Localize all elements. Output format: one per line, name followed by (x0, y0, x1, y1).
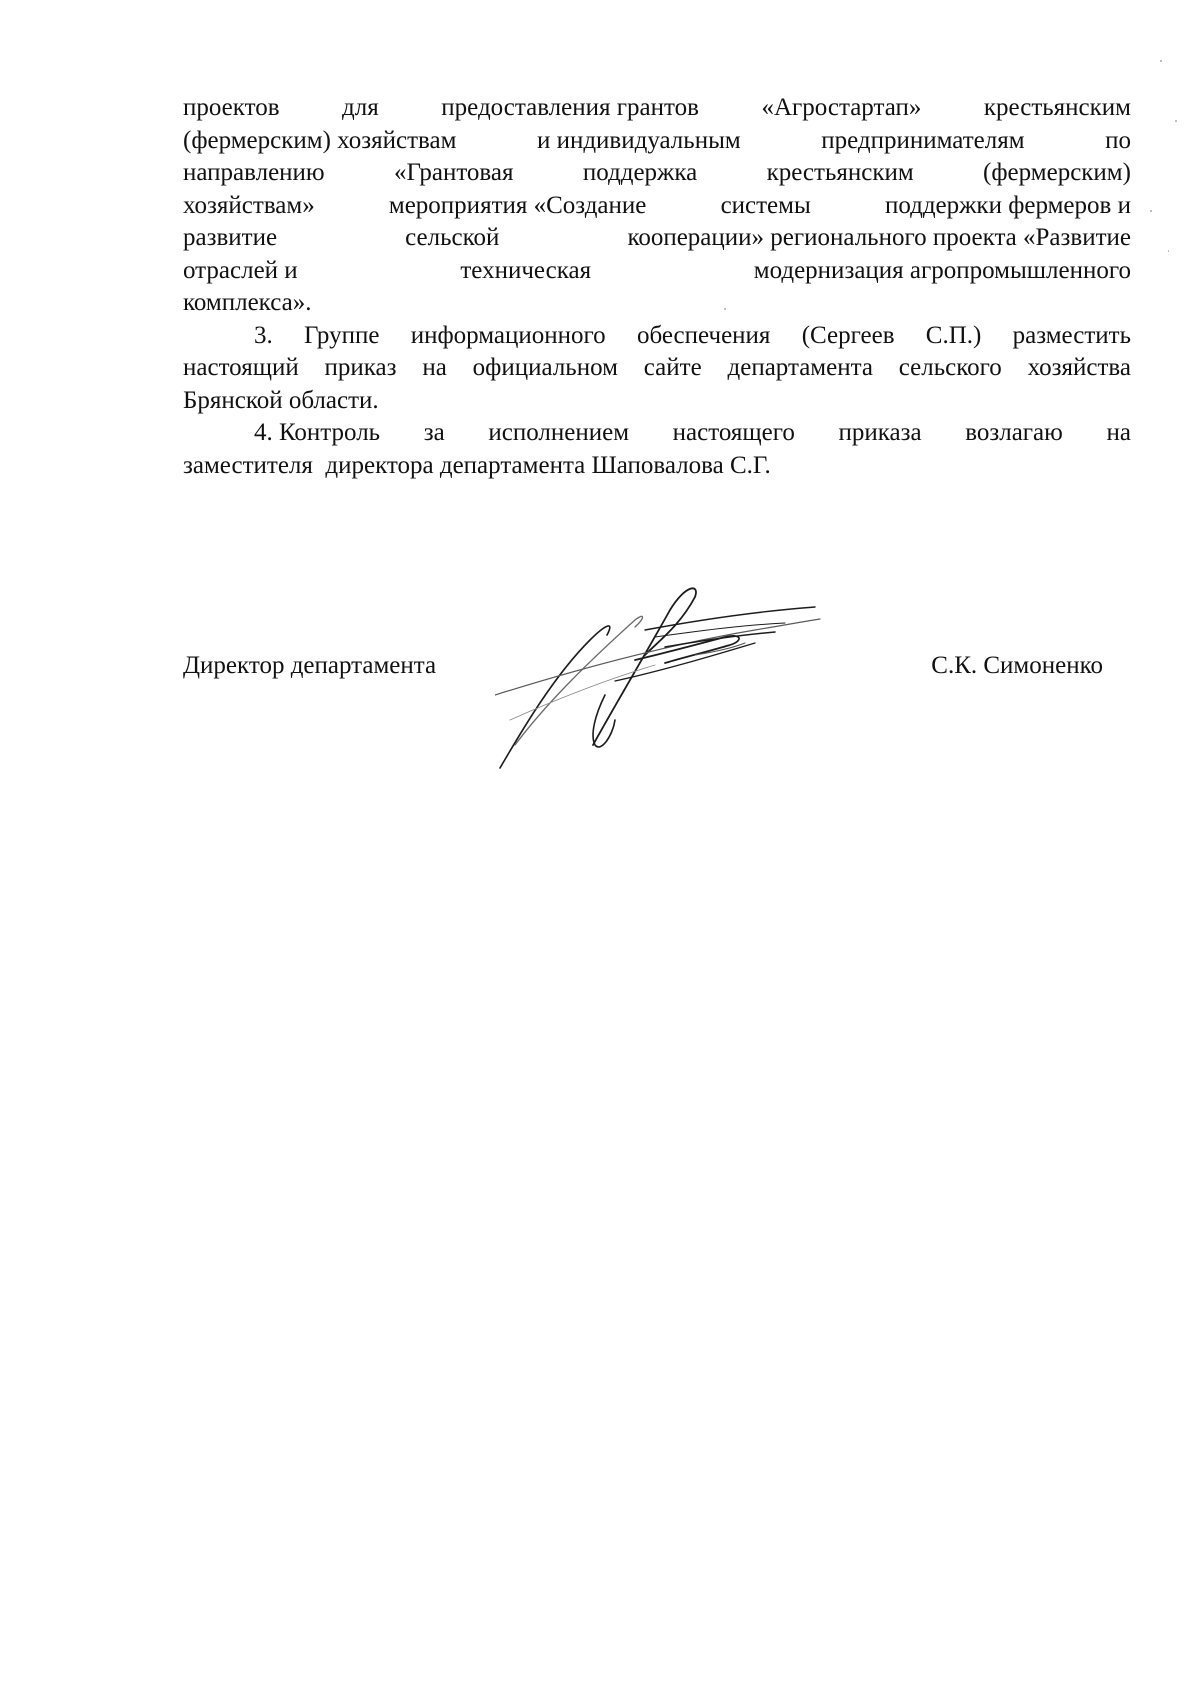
word: мероприятия «Создание (388, 191, 647, 219)
word: 3. (254, 321, 273, 349)
word: настоящий (183, 354, 299, 381)
word: (Сергеев (801, 321, 895, 349)
word: сельской (405, 224, 500, 251)
word: за (423, 419, 445, 446)
word: департамента (727, 354, 873, 381)
word: и индивидуальным (536, 126, 741, 154)
text-line (183, 92, 1131, 125)
word: возлагаю (965, 419, 1063, 446)
word: приказа (838, 419, 922, 446)
word: Группе (304, 321, 380, 349)
text-line: комплекса». (183, 289, 312, 316)
word: по (1105, 126, 1131, 154)
word: хозяйства (1027, 354, 1131, 381)
text-line (183, 320, 1131, 353)
word: предоставления грантов (441, 94, 699, 121)
document-body (183, 92, 1131, 482)
word: «Грантовая (393, 159, 514, 186)
word: крестьянским (983, 94, 1131, 121)
word: обеспечения (636, 321, 771, 349)
word: приказ (324, 354, 397, 381)
word: информационного (410, 321, 606, 349)
text-line (183, 222, 1131, 255)
word: 4. Контроль (254, 419, 381, 446)
scan-speck (1175, 120, 1177, 122)
word: «Агростартап» (761, 94, 922, 121)
word: (фермерским) хозяйствам (183, 126, 457, 154)
word: разместить (1012, 321, 1131, 349)
word: на (422, 354, 447, 381)
word: проектов (183, 94, 280, 121)
text-line (183, 417, 1131, 450)
word: техническая (460, 256, 592, 284)
signatory-title: Директор департамента (183, 652, 437, 679)
word: отраслей и (183, 256, 298, 284)
word: настоящего (672, 419, 795, 446)
text-line (183, 157, 1131, 190)
word: хозяйствам» (183, 191, 315, 219)
scan-speck (1150, 210, 1152, 212)
word: поддержки фермеров и (884, 191, 1131, 219)
word: направлению (183, 159, 325, 186)
text-line: Брянской области. (183, 386, 379, 414)
word: сельского (898, 354, 1002, 381)
word: системы (720, 191, 811, 219)
text-line (183, 190, 1131, 223)
word: С.П.) (925, 321, 982, 349)
word: предпринимателям (821, 126, 1025, 154)
word: поддержка (582, 159, 698, 186)
word: (фермерским) (983, 159, 1131, 186)
text-line (183, 352, 1131, 385)
scan-speck (724, 308, 726, 310)
scan-speck (1160, 60, 1162, 62)
word: на (1106, 419, 1131, 446)
scan-speck (1168, 250, 1169, 252)
word: развитие (183, 224, 278, 251)
word: крестьянским (766, 159, 914, 186)
word: модернизация агропромышленного (753, 256, 1131, 284)
word: для (342, 94, 379, 121)
word: кооперации» регионального проекта «Развитие (627, 224, 1131, 251)
text-line (183, 125, 1131, 158)
handwritten-signature (495, 585, 895, 770)
word: исполнением (488, 419, 630, 446)
signatory-name: С.К. Симоненко (931, 652, 1103, 679)
word: официальном (472, 354, 618, 381)
text-line (183, 255, 1131, 288)
text-line: заместителя директора департамента Шаповалова С.Г. (183, 451, 771, 479)
word: сайте (643, 354, 702, 381)
